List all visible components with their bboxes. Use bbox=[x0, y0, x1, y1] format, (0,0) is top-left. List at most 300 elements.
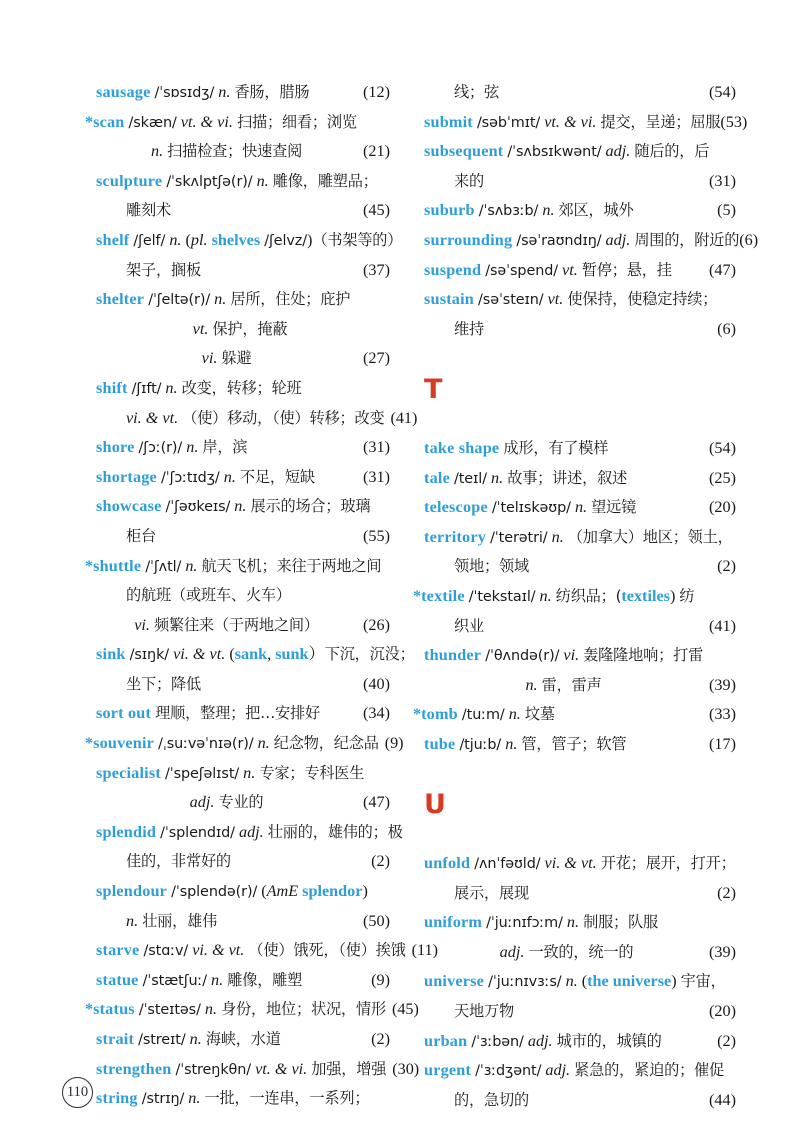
definition-chinese: 制服；队服 bbox=[583, 913, 659, 932]
glossary-entry bbox=[96, 463, 390, 493]
unit-reference: (54) bbox=[709, 83, 736, 101]
text-run: ( bbox=[577, 972, 588, 991]
definition-chinese: 故事；讲述，叙述 bbox=[507, 468, 628, 487]
headword: uniform bbox=[424, 913, 483, 932]
entry-text bbox=[96, 640, 415, 671]
entry-line bbox=[424, 967, 736, 997]
glossary-entry bbox=[424, 523, 736, 582]
definition-chinese: 海峡，水道 bbox=[205, 1030, 281, 1048]
phonetic-transcription: /ˈjuːnɪvɜːs/ bbox=[488, 974, 562, 991]
page-number-badge bbox=[62, 1077, 93, 1108]
headword: shelf bbox=[96, 230, 130, 249]
entry-line bbox=[96, 1084, 390, 1114]
entry-text bbox=[126, 196, 171, 226]
entry-line bbox=[424, 285, 736, 315]
unit-reference: (31) bbox=[709, 171, 736, 190]
entry-line bbox=[424, 464, 736, 494]
entry-text bbox=[454, 612, 484, 642]
definition-chinese: 纺织品；( bbox=[555, 586, 622, 605]
entry-line bbox=[424, 671, 736, 701]
entry-text bbox=[424, 1056, 724, 1087]
definition-chinese: 雷，雷声 bbox=[541, 675, 602, 694]
part-of-speech: n. bbox=[257, 734, 270, 753]
phonetic-transcription: /səˈsteɪn/ bbox=[478, 292, 544, 309]
phonetic-transcription: /ˈɜːbən/ bbox=[471, 1033, 524, 1050]
entry-line bbox=[424, 167, 736, 197]
part-of-speech: adj. bbox=[189, 793, 215, 812]
unit-reference: (50) bbox=[363, 911, 390, 930]
section-spacer bbox=[424, 759, 736, 789]
headword: sort out bbox=[96, 704, 152, 723]
entry-text bbox=[424, 196, 633, 227]
phonetic-transcription: /ˈskʌlptʃə(r)/ bbox=[166, 173, 253, 190]
entry-text bbox=[424, 849, 736, 880]
entry-line bbox=[96, 936, 439, 966]
glossary-entry bbox=[96, 226, 403, 285]
unit-reference: (53) bbox=[720, 112, 748, 131]
inflected-form: splendor bbox=[302, 882, 363, 901]
definition-chinese: 雕刻术 bbox=[126, 201, 171, 220]
glossary-entry bbox=[96, 492, 390, 551]
text-run: ( bbox=[257, 882, 267, 901]
entry-text bbox=[96, 877, 368, 908]
entry-line bbox=[96, 699, 390, 729]
definition-chinese: 坟墓 bbox=[524, 705, 555, 724]
headword: shift bbox=[96, 378, 128, 397]
phonetic-transcription: /ˈθʌndə(r)/ bbox=[485, 648, 560, 665]
entry-text bbox=[85, 729, 379, 760]
entry-line bbox=[424, 137, 736, 167]
unit-reference: (17) bbox=[709, 734, 736, 753]
part-of-speech: vi. & vt. bbox=[126, 408, 179, 427]
unit-reference: (9) bbox=[371, 970, 390, 989]
part-of-speech: n. bbox=[256, 171, 269, 190]
entry-text bbox=[85, 552, 381, 583]
starred-marker: * bbox=[85, 734, 94, 753]
text-run: ( bbox=[181, 230, 191, 249]
starred-marker: * bbox=[413, 586, 422, 605]
headword: specialist bbox=[96, 763, 161, 782]
entry-line bbox=[96, 640, 415, 670]
headword: urban bbox=[424, 1031, 468, 1050]
entry-line bbox=[96, 463, 390, 493]
part-of-speech: n. bbox=[165, 378, 178, 397]
entry-line bbox=[424, 730, 736, 760]
glossary-entry bbox=[96, 167, 390, 226]
definition-chinese: 使保持，使稳定持续； bbox=[567, 290, 718, 309]
headword: suspend bbox=[424, 260, 482, 279]
entry-line bbox=[424, 1086, 736, 1116]
entry-text bbox=[454, 879, 529, 909]
entry-text bbox=[424, 967, 726, 998]
entry-line bbox=[85, 995, 419, 1025]
entry-text bbox=[413, 582, 694, 613]
headword: thunder bbox=[424, 646, 482, 665]
phonetic-transcription: /skæn/ bbox=[128, 114, 177, 131]
phonetic-transcription: /ˈʃeltə(r)/ bbox=[148, 292, 211, 309]
entry-line bbox=[96, 78, 390, 108]
entry-line bbox=[413, 582, 736, 612]
phonetic-transcription: /tuːm/ bbox=[461, 707, 505, 724]
entry-text bbox=[454, 78, 499, 108]
definition-chinese: （使）移动，（使）转移；改变 bbox=[182, 408, 385, 427]
headword: tube bbox=[424, 734, 456, 753]
entry-text bbox=[96, 966, 302, 997]
section-spacer bbox=[424, 819, 736, 849]
entry-line bbox=[96, 907, 390, 937]
definition-chinese: 成形，有了模样 bbox=[503, 438, 609, 457]
entry-line bbox=[424, 196, 736, 226]
definition-chinese: 下沉，沉没； bbox=[324, 645, 415, 664]
glossary-entry bbox=[424, 1027, 736, 1057]
definition-chinese: 领地；领域 bbox=[454, 557, 529, 576]
section-letter: T bbox=[424, 373, 443, 405]
definition-chinese: 柜台 bbox=[126, 526, 156, 545]
glossary-entry bbox=[96, 1055, 420, 1085]
text-run: ) bbox=[362, 882, 368, 901]
phonetic-transcription: /ˈsplendə(r)/ bbox=[171, 884, 258, 901]
unit-reference: (39) bbox=[709, 942, 737, 961]
unit-reference: (27) bbox=[363, 349, 391, 368]
definition-chinese: 随后的，后 bbox=[634, 142, 710, 161]
glossary-entry bbox=[424, 256, 736, 286]
unit-reference: (9) bbox=[384, 734, 404, 753]
entry-line bbox=[424, 78, 736, 108]
phonetic-transcription: /ˈstreŋkθn/ bbox=[175, 1061, 252, 1078]
headword: telescope bbox=[424, 498, 488, 517]
entry-line bbox=[96, 966, 390, 996]
definition-chinese: 航天飞机；来往于两地之间 bbox=[201, 556, 382, 575]
glossary-entry bbox=[424, 967, 736, 1026]
glossary-entry bbox=[424, 1056, 736, 1115]
entry-text bbox=[454, 1086, 529, 1116]
glossary-entry bbox=[424, 196, 736, 226]
entry-line bbox=[424, 849, 736, 879]
glossary-entry bbox=[424, 108, 748, 138]
entry-line bbox=[424, 493, 736, 523]
part-of-speech: AmE bbox=[266, 882, 299, 901]
definition-chinese: 轰隆隆地响；打雷 bbox=[583, 646, 704, 665]
headword: sink bbox=[96, 645, 126, 664]
definition-chinese: 紧急的，紧迫的；催促 bbox=[574, 1061, 725, 1080]
definition-chinese: 的，急切的 bbox=[454, 1090, 529, 1109]
entry-text bbox=[96, 1055, 386, 1086]
entry-line bbox=[424, 908, 736, 938]
entry-line bbox=[96, 818, 403, 848]
inflected-form: shelves bbox=[211, 230, 261, 249]
entry-line bbox=[96, 433, 390, 463]
unit-reference: (31) bbox=[363, 438, 390, 457]
entry-text bbox=[96, 374, 302, 405]
entry-text bbox=[96, 759, 364, 790]
part-of-speech: n. bbox=[243, 763, 256, 782]
glossary-entry bbox=[424, 730, 736, 760]
unit-reference: (2) bbox=[717, 557, 736, 576]
entry-line bbox=[96, 877, 390, 907]
section-letter: U bbox=[424, 788, 446, 820]
definition-chinese: 一批，一连串，一系列； bbox=[204, 1089, 370, 1108]
entry-line bbox=[96, 137, 390, 167]
definition-chinese: 壮丽，雄伟 bbox=[142, 911, 218, 930]
headword: tale bbox=[424, 468, 450, 487]
part-of-speech: vt. & vi. bbox=[255, 1059, 308, 1078]
headword: tomb bbox=[421, 705, 458, 724]
part-of-speech: n. bbox=[508, 705, 521, 724]
definition-chinese: 坐下；降低 bbox=[126, 674, 201, 693]
phonetic-transcription: /ˈsʌbsɪkwənt/ bbox=[507, 144, 602, 161]
part-of-speech: n. bbox=[186, 438, 199, 457]
unit-reference: (6) bbox=[717, 319, 736, 338]
glossary-entry bbox=[85, 995, 419, 1025]
unit-reference: (39) bbox=[709, 675, 737, 694]
entry-text bbox=[96, 818, 403, 849]
section-letter-heading bbox=[424, 789, 736, 819]
entry-text bbox=[454, 997, 514, 1027]
glossary-entry bbox=[424, 285, 736, 344]
part-of-speech: adj. bbox=[527, 1031, 553, 1050]
entry-text bbox=[454, 552, 529, 582]
section-spacer bbox=[424, 404, 736, 434]
inflected-form: sank bbox=[234, 645, 268, 664]
entry-line bbox=[96, 759, 390, 789]
part-of-speech: n. bbox=[525, 675, 538, 694]
definition-chinese: 一致的，统一的 bbox=[528, 942, 634, 961]
page-number-text: 110 bbox=[66, 1084, 89, 1100]
entry-line bbox=[96, 492, 390, 522]
definition-chinese: 频繁往来（于两地之间） bbox=[153, 615, 319, 634]
part-of-speech: n. bbox=[565, 972, 578, 991]
headword: strengthen bbox=[96, 1059, 172, 1078]
part-of-speech: adj. bbox=[605, 142, 631, 161]
part-of-speech: n. bbox=[189, 1030, 202, 1048]
glossary-entry bbox=[96, 1025, 390, 1055]
entry-text bbox=[424, 493, 636, 524]
phonetic-transcription: /ˈtelɪskəʊp/ bbox=[491, 500, 571, 517]
glossary-entry bbox=[96, 699, 390, 729]
unit-reference: (54) bbox=[709, 438, 736, 457]
part-of-speech: vi. & vt. bbox=[192, 941, 245, 960]
entry-text bbox=[424, 730, 626, 761]
entry-line bbox=[96, 522, 390, 552]
entry-line bbox=[424, 938, 736, 968]
phonetic-transcription: /ˈtekstaɪl/ bbox=[468, 588, 536, 605]
entry-line bbox=[96, 285, 390, 315]
phonetic-transcription: /ʃelvz/ bbox=[264, 232, 307, 249]
headword: territory bbox=[424, 527, 487, 546]
part-of-speech: n. bbox=[223, 467, 236, 486]
part-of-speech: n. bbox=[218, 83, 231, 101]
entry-text bbox=[454, 167, 484, 197]
part-of-speech: n. bbox=[188, 1089, 201, 1108]
phonetic-transcription: /ˈsplendɪd/ bbox=[160, 824, 235, 841]
unit-reference: (11) bbox=[411, 941, 439, 960]
entry-line bbox=[413, 700, 736, 730]
headword: shore bbox=[96, 438, 135, 457]
part-of-speech: n. bbox=[566, 913, 580, 932]
entry-text bbox=[96, 433, 247, 464]
entry-line bbox=[96, 847, 390, 877]
unit-reference: (45) bbox=[391, 1000, 419, 1019]
definition-chinese: 天地万物 bbox=[454, 1002, 514, 1021]
text-run: , bbox=[267, 645, 276, 664]
part-of-speech: pl. bbox=[190, 230, 208, 249]
phonetic-transcription: /ˈʃɔːtɪdʒ/ bbox=[161, 469, 220, 486]
glossary-entry bbox=[424, 226, 759, 256]
part-of-speech: n. bbox=[542, 201, 555, 220]
part-of-speech: n. bbox=[491, 468, 504, 487]
inflected-form: sunk bbox=[275, 645, 309, 664]
entry-text bbox=[413, 700, 555, 731]
definition-chinese: 的航班（或班车、火车） bbox=[126, 586, 291, 605]
entry-line bbox=[424, 552, 736, 582]
headword: urgent bbox=[424, 1061, 472, 1080]
phonetic-transcription: /ˈʃʌtl/ bbox=[145, 558, 182, 575]
entry-line bbox=[96, 256, 390, 286]
definition-chinese: 雕像，雕塑品； bbox=[272, 171, 378, 190]
entry-line bbox=[96, 1025, 390, 1055]
part-of-speech: n. bbox=[551, 527, 564, 546]
unit-reference: (47) bbox=[363, 793, 390, 812]
headword: sculpture bbox=[96, 171, 163, 190]
entry-line bbox=[424, 434, 736, 464]
headword: string bbox=[96, 1089, 138, 1108]
entry-text bbox=[424, 108, 720, 139]
phonetic-transcription: /səbˈmɪt/ bbox=[476, 114, 541, 131]
entry-line bbox=[424, 523, 736, 553]
part-of-speech: adj. bbox=[238, 822, 264, 841]
entry-text bbox=[424, 908, 658, 939]
part-of-speech: vi. & vt. bbox=[544, 854, 597, 873]
phonetic-transcription: /ˈjuːnɪfɔːm/ bbox=[486, 915, 563, 932]
definition-chinese: 来的 bbox=[454, 171, 484, 190]
unit-reference: (55) bbox=[363, 526, 390, 545]
phonetic-transcription: /ʃelf/ bbox=[133, 232, 166, 249]
headword: surrounding bbox=[424, 230, 513, 249]
part-of-speech: n. bbox=[204, 1000, 218, 1019]
text-run: ) bbox=[669, 586, 680, 605]
glossary-entry bbox=[424, 464, 736, 494]
phonetic-transcription: /ˈsɒsɪdʒ/ bbox=[154, 85, 215, 101]
glossary-entry bbox=[96, 818, 403, 877]
definition-chinese: 架子，搁板 bbox=[126, 260, 201, 279]
entry-line bbox=[96, 167, 390, 197]
entry-line bbox=[96, 1055, 420, 1085]
entry-line bbox=[424, 879, 736, 909]
headword: unfold bbox=[424, 854, 471, 873]
entry-text bbox=[96, 463, 315, 494]
definition-chinese: 岸，滨 bbox=[202, 438, 248, 457]
definition-chinese: 壮丽的，雄伟的；极 bbox=[267, 822, 403, 841]
entry-line bbox=[96, 344, 390, 374]
entry-text bbox=[85, 995, 386, 1026]
glossary-entry bbox=[96, 640, 415, 699]
entry-text bbox=[96, 936, 406, 967]
definition-chinese: 纪念物，纪念品 bbox=[273, 734, 379, 753]
phonetic-transcription: /ˈʃəʊkeɪs/ bbox=[165, 499, 231, 516]
glossary-entry bbox=[424, 137, 736, 196]
entry-text bbox=[151, 137, 302, 167]
part-of-speech: vi. bbox=[134, 615, 150, 634]
inflected-form: the universe bbox=[587, 972, 672, 991]
headword: sustain bbox=[424, 290, 474, 309]
headword: starve bbox=[96, 941, 140, 960]
definition-chinese: 周围的，附近的 bbox=[634, 230, 740, 249]
definition-chinese: 织业 bbox=[454, 616, 484, 635]
entry-text bbox=[126, 847, 231, 877]
entry-text bbox=[424, 1027, 662, 1058]
definition-chinese: （书架等的） bbox=[312, 230, 403, 249]
part-of-speech: vi. & vt. bbox=[173, 645, 226, 664]
glossary-entry bbox=[96, 877, 390, 936]
entry-text bbox=[424, 434, 608, 464]
headword: souvenir bbox=[93, 734, 155, 753]
entry-text bbox=[134, 611, 319, 641]
definition-chinese: 纺 bbox=[679, 586, 695, 605]
headword: status bbox=[93, 1000, 135, 1019]
entry-line bbox=[96, 404, 418, 434]
phonetic-transcription: /ˌsuːvəˈnɪə(r)/ bbox=[158, 736, 254, 753]
definition-chinese: 身份，地位；状况，情形 bbox=[221, 1000, 386, 1019]
part-of-speech: vi. bbox=[563, 646, 580, 665]
part-of-speech: n. bbox=[505, 734, 518, 753]
definition-chinese: 线；弦 bbox=[454, 83, 499, 101]
glossary-entry bbox=[96, 1084, 390, 1114]
entry-line bbox=[424, 1027, 736, 1057]
glossary-column-right bbox=[402, 78, 804, 1115]
entry-text bbox=[193, 315, 288, 345]
glossary-entry bbox=[424, 493, 736, 523]
entry-text bbox=[126, 522, 156, 552]
part-of-speech: n. bbox=[185, 556, 198, 575]
starred-marker: * bbox=[85, 556, 94, 575]
unit-reference: (6) bbox=[739, 230, 759, 249]
headword: textile bbox=[421, 586, 465, 605]
definition-chinese: 佳的，非常好的 bbox=[126, 852, 231, 871]
glossary-entry bbox=[85, 108, 391, 167]
entry-text bbox=[500, 938, 634, 968]
unit-reference: (34) bbox=[363, 704, 390, 723]
unit-reference: (5) bbox=[717, 201, 736, 220]
headword: splendid bbox=[96, 822, 157, 841]
unit-reference: (2) bbox=[717, 883, 736, 902]
entry-line bbox=[424, 612, 736, 642]
headword: universe bbox=[424, 972, 485, 991]
glossary-entry bbox=[424, 78, 736, 108]
entry-text bbox=[202, 344, 252, 374]
definition-chinese: 管，管子；软管 bbox=[521, 734, 627, 753]
definition-chinese: 城市的，城镇的 bbox=[556, 1031, 662, 1050]
part-of-speech: vt. bbox=[562, 260, 578, 279]
headword: shuttle bbox=[93, 556, 142, 575]
phonetic-transcription: /ˈspeʃəlɪst/ bbox=[165, 765, 240, 782]
headword: submit bbox=[424, 112, 473, 131]
part-of-speech: vt. bbox=[547, 290, 564, 309]
unit-reference: (33) bbox=[709, 705, 736, 724]
entry-line bbox=[424, 641, 736, 671]
starred-marker: * bbox=[85, 1000, 94, 1019]
headword: shelter bbox=[96, 290, 145, 309]
part-of-speech: adj. bbox=[499, 942, 525, 961]
phonetic-transcription: /stɑːv/ bbox=[143, 943, 189, 960]
definition-chinese: 雕像，雕塑 bbox=[227, 970, 303, 989]
unit-reference: (12) bbox=[363, 83, 390, 101]
headword: sausage bbox=[96, 83, 151, 101]
entry-line bbox=[424, 226, 759, 256]
entry-line bbox=[96, 581, 390, 611]
glossary-entry bbox=[96, 759, 390, 818]
entry-text bbox=[96, 699, 320, 729]
glossary-entry bbox=[96, 433, 390, 463]
